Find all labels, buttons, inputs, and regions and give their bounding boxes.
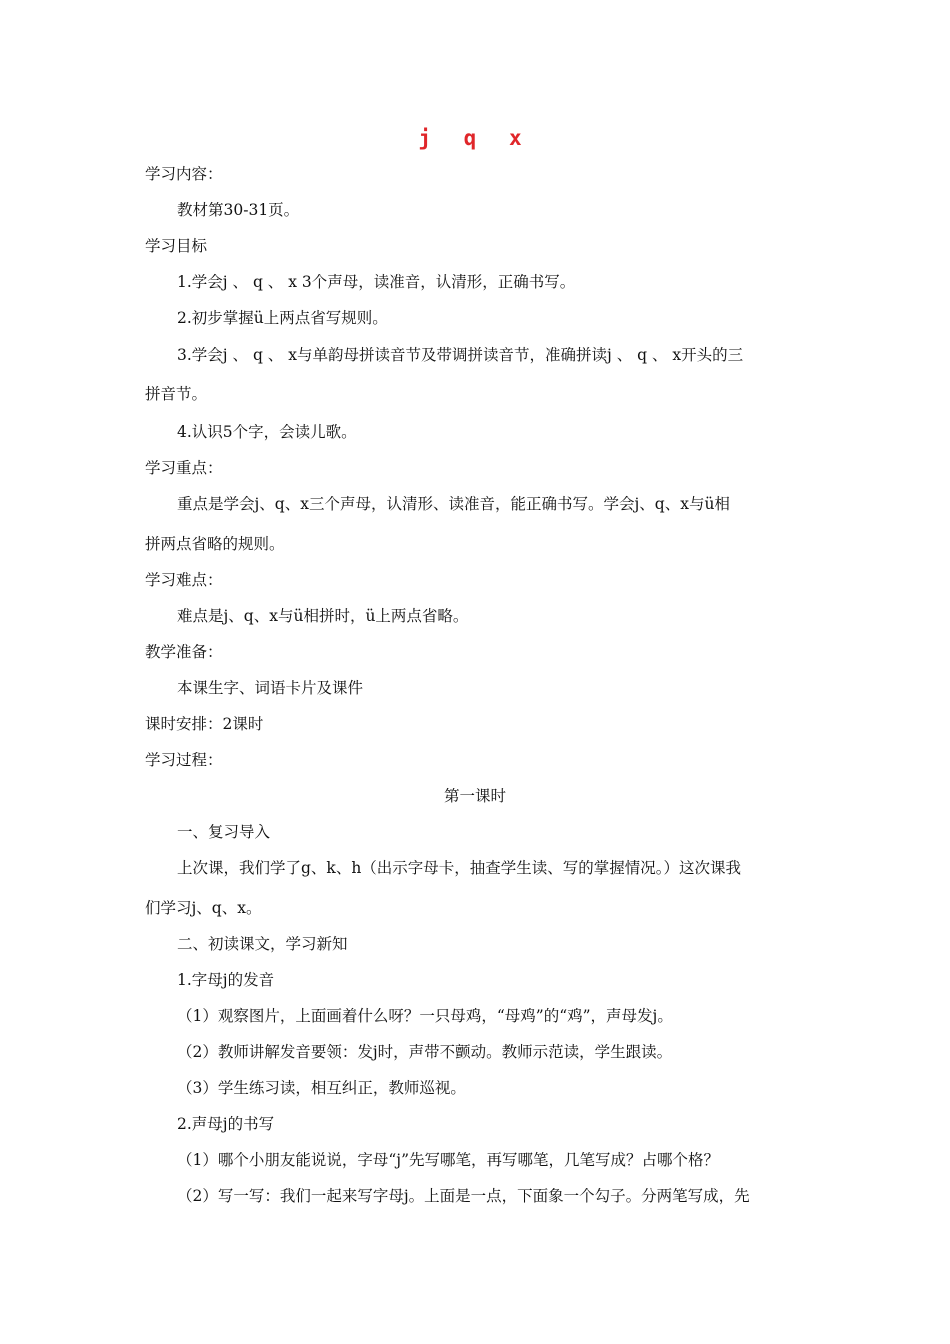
step-heading: 一、复习导入 — [177, 823, 271, 841]
paragraph-line: 1.学会j 、 q 、 x 3个声母，读准音，认清形，正确书写。 — [177, 273, 576, 291]
paragraph-line: 重点是学会j、q、x三个声母，认清形、读准音，能正确书写。学会j、q、x与ü相 — [177, 495, 730, 513]
paragraph-line: （1）哪个小朋友能说说，字母“j”先写哪笔，再写哪笔，几笔写成？占哪个格？ — [177, 1151, 720, 1169]
paragraph-line: 们学习j、q、x。 — [145, 899, 262, 917]
document-title: j q x — [418, 126, 532, 150]
step-heading: 二、初读课文，学习新知 — [177, 935, 348, 953]
paragraph-line: （3）学生练习读，相互纠正，教师巡视。 — [177, 1079, 466, 1097]
paragraph-line: 3.学会j 、 q 、 x与单韵母拼读音节及带调拼读音节，准确拼读j 、 q 、 x开头的三 — [177, 346, 744, 364]
section-heading-process: 学习过程： — [145, 751, 223, 769]
section-heading-goals: 学习目标 — [145, 237, 208, 255]
paragraph-line: 拼两点省略的规则。 — [145, 535, 285, 553]
section-heading-key-points: 学习重点： — [145, 459, 223, 477]
lesson-period-heading: 第一课时 — [443, 787, 506, 805]
paragraph-line: 教材第30-31页。 — [177, 201, 300, 219]
section-heading-schedule: 课时安排：2课时 — [145, 715, 264, 733]
section-heading-preparation: 教学准备： — [145, 643, 223, 661]
paragraph-line: 2.初步掌握ü上两点省写规则。 — [177, 309, 388, 327]
paragraph-line: 难点是j、q、x与ü相拼时，ü上两点省略。 — [177, 607, 469, 625]
paragraph-line: （2）写一写：我们一起来写字母j。上面是一点，下面象一个勾子。分两笔写成，先 — [177, 1187, 750, 1205]
paragraph-line: （1）观察图片，上面画着什么呀？一只母鸡，“母鸡”的“鸡”，声母发j。 — [177, 1007, 673, 1025]
paragraph-line: 2.声母j的书写 — [177, 1115, 275, 1133]
paragraph-line: 1.字母j的发音 — [177, 971, 275, 989]
paragraph-line: （2）教师讲解发音要领：发j时，声带不颤动。教师示范读，学生跟读。 — [177, 1043, 673, 1061]
paragraph-line: 本课生字、词语卡片及课件 — [177, 679, 364, 697]
paragraph-line: 上次课，我们学了g、k、h（出示字母卡，抽查学生读、写的掌握情况。）这次课我 — [177, 859, 742, 877]
section-heading-difficulties: 学习难点： — [145, 571, 223, 589]
paragraph-line: 拼音节。 — [145, 385, 208, 403]
paragraph-line: 4.认识5个字，会读儿歌。 — [177, 423, 357, 441]
section-heading-content: 学习内容： — [145, 165, 223, 183]
